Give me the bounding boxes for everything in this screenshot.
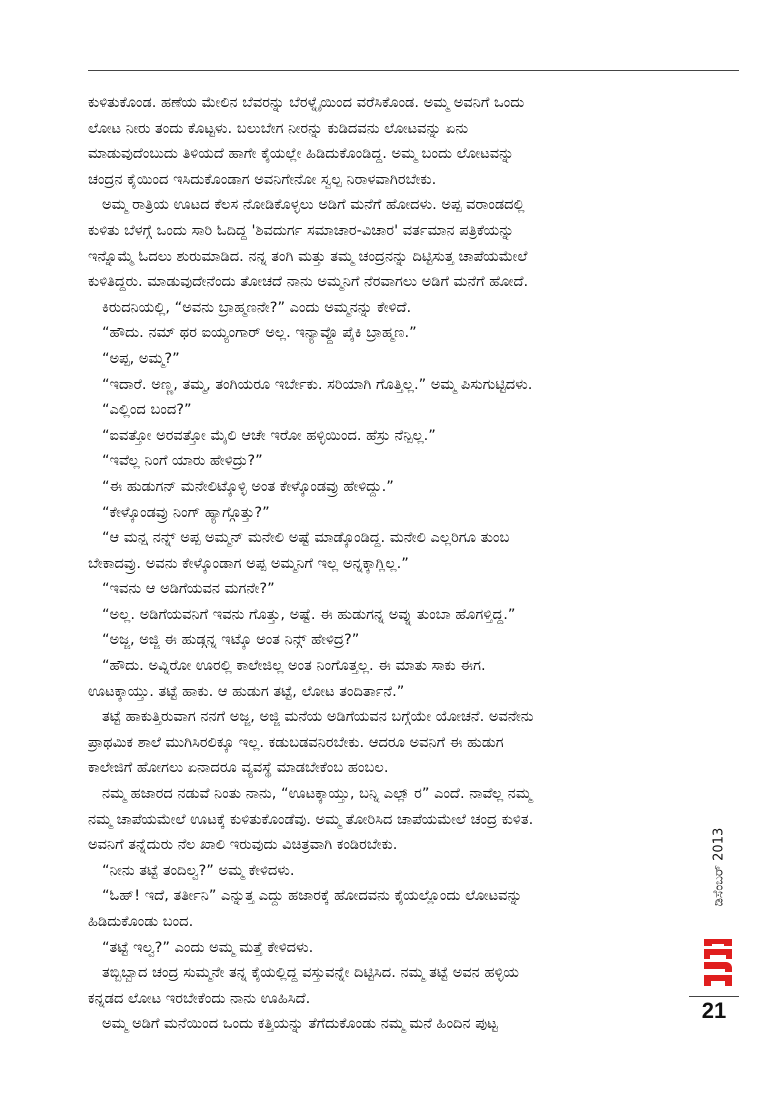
article-line: ಅಮ್ಮ ರಾತ್ರಿಯ ಊಟದ ಕೆಲಸ ನೋಡಿಕೊಳ್ಳಲು ಅಡಿಗೆ ಮನೆಗೆ ಹೋದಳು. ಅಪ್ಪ ವರಾಂಡದಲ್ಲಿ bbox=[102, 196, 525, 214]
article-line: ಹಿಡಿದುಕೊಂಡು ಬಂದ. bbox=[88, 913, 194, 930]
magazine-logo bbox=[698, 935, 738, 990]
article-line: ಕುಳಿತು ಬೆಳಗ್ಗೆ ಒಂದು ಸಾರಿ ಓದಿದ್ದ 'ಶಿವದುರ್ಗ ಸಮಾಚಾರ-ವಿಚಾರ' ವರ್ತಮಾನ ಪತ್ರಿಕೆಯನ್ನು bbox=[88, 221, 514, 239]
article-line: ಕಿರುದನಿಯಲ್ಲಿ, “ಅವನು ಬ್ರಾಹ್ಮಣನೇ?” ಎಂದು ಅಮ್ಮನನ್ನು ಕೇಳಿದೆ. bbox=[102, 298, 412, 316]
article-line: “ನೀನು ತಟ್ಟೆ ತಂದಿಲ್ವ?” ಅಮ್ಮ ಕೇಳಿದಳು. bbox=[102, 861, 295, 879]
article-line: ತಬ್ಬಿಬ್ಬಾದ ಚಂದ್ರ ಸುಮ್ಮನೇ ತನ್ನ ಕೈಯಲ್ಲಿದ್ದ ವಸ್ತುವನ್ನೇ ದಿಟ್ಟಿಸಿದ. ನಮ್ಮ ತಟ್ಟೆ ಅವನ ಹಳ್ಳಿಯ bbox=[102, 964, 520, 982]
article-line: “ಹೌದು. ಅವ್ನಿರೋ ಊರಲ್ಲಿ ಕಾಲೇಜಿಲ್ಲ ಅಂತ ನಿಂಗೊತ್ತಲ್ಲ. ಈ ಮಾತು ಸಾಕು ಈಗ. bbox=[102, 657, 486, 675]
article-line: ಊಟಕ್ಕಾಯ್ತು. ತಟ್ಟೆ ಹಾಕು. ಆ ಹುಡುಗ ತಟ್ಟೆ, ಲೋಟ ತಂದಿರ್ತಾನೆ.” bbox=[88, 682, 405, 700]
article-line: “ಓಹ್! ಇದೆ, ತರ್ತೀನಿ” ಎನ್ನುತ್ತ ಎದ್ದು ಹಜಾರಕ್ಕೆ ಹೋದವನು ಕೈಯಲ್ಲೊಂದು ಲೋಟವನ್ನು bbox=[102, 887, 523, 905]
article-line: ಕನ್ನಡದ ಲೋಟ ಇರಬೇಕೆಂದು ನಾನು ಊಹಿಸಿದೆ. bbox=[88, 989, 311, 1007]
article-line: ಬೇಕಾದವ್ರು. ಅವನು ಕೇಳ್ಕೊಂಡಾಗ ಅಪ್ಪ ಅಮ್ಮನಿಗೆ ಇಲ್ಲ ಅನ್ನಕ್ಕಾಗ್ಲಿಲ್ಲ.” bbox=[88, 554, 409, 572]
article-line: ಅವನಿಗೆ ತನ್ನೆದುರು ನೆಲ ಖಾಲಿ ಇರುವುದು ವಿಚಿತ್ರವಾಗಿ ಕಂಡಿರಬೇಕು. bbox=[88, 836, 398, 854]
logo-glyphs bbox=[704, 939, 732, 986]
article-body bbox=[88, 90, 690, 1037]
page-number: 21 bbox=[701, 998, 727, 1023]
article-line: ಅಮ್ಮ ಅಡಿಗೆ ಮನೆಯಿಂದ ಒಂದು ಕತ್ತಿಯನ್ನು ತೆಗೆದುಕೊಂಡು ನಮ್ಮ ಮನೆ ಹಿಂದಿನ ಪುಟ್ಟ bbox=[102, 1015, 498, 1033]
article-line: “ಅಪ್ಪ, ಅಮ್ಮ?” bbox=[102, 349, 180, 367]
issue-date bbox=[709, 807, 729, 927]
article-line: “ಇವೆಲ್ಲ ನಿಂಗೆ ಯಾರು ಹೇಳಿದ್ರು?” bbox=[102, 452, 263, 470]
article-line: “ಐವತ್ತೋ ಅರವತ್ತೋ ಮೈಲಿ ಆಚೇ ಇರೋ ಹಳ್ಳಿಯಿಂದ. ಹೆಸ್ರು ನೆನ್ಪಿಲ್ಲ.” bbox=[102, 426, 436, 444]
article-line: “ಎಲ್ಲಿಂದ ಬಂದ?” bbox=[102, 401, 192, 419]
footer-rule bbox=[689, 996, 739, 997]
article-line: ನಮ್ಮ ಚಾಪೆಯಮೇಲೆ ಊಟಕ್ಕೆ ಕುಳಿತುಕೊಂಡೆವು. ಅಮ್ಮ ತೋರಿಸಿದ ಚಾಪೆಯಮೇಲೆ ಚಂದ್ರ ಕುಳಿತ. bbox=[88, 810, 534, 828]
article-line: ಚಂದ್ರನ ಕೈಯಿಂದ ಇಸಿದುಕೊಂಡಾಗ ಅವನಿಗೇನೋ ಸ್ವಲ್ಪ ನಿರಾಳವಾಗಿರಬೇಕು. bbox=[88, 170, 437, 188]
article-line: ಲೋಟ ನೀರು ತಂದು ಕೊಟ್ಟಳು. ಬಲುಬೇಗ ನೀರನ್ನು ಕುಡಿದವನು ಲೋಟವನ್ನು ಏನು bbox=[88, 119, 469, 137]
article-line: “ಅಜ್ಜ, ಅಜ್ಜಿ ಈ ಹುಡ್ಗನ್ನ ಇಟ್ಕೊ ಅಂತ ನಿನ್ಗ್ ಹೇಳಿದ್ರ?” bbox=[102, 631, 360, 649]
article-line: “ಇದಾರೆ. ಅಣ್ಣ, ತಮ್ಮ, ತಂಗಿಯರೂ ಇರ್ಬೇಕು. ಸರಿಯಾಗಿ ಗೊತ್ತಿಲ್ಲ.” ಅಮ್ಮ ಪಿಸುಗುಟ್ಟಿದಳು. bbox=[102, 375, 533, 393]
article-line: ಕಾಲೇಜಿಗೆ ಹೋಗಲು ಏನಾದರೂ ವ್ಯವಸ್ಥೆ ಮಾಡಬೇಕೆಂಬ ಹಂಬಲ. bbox=[88, 759, 389, 777]
article-line: “ಅಲ್ಲ. ಅಡಿಗೆಯವನಿಗೆ ಇವನು ಗೊತ್ತು, ಅಷ್ಟೆ. ಈ ಹುಡುಗನ್ನ ಅವ್ನು ತುಂಬಾ ಹೊಗಳ್ತಿದ್ದ.” bbox=[102, 605, 516, 623]
article-line: “ಈ ಹುಡುಗನ್ ಮನೇಲಿಟ್ಕೊಳ್ಳಿ ಅಂತ ಕೇಳ್ಕೊಂಡವ್ರು ಹೇಳಿದ್ದು.” bbox=[102, 477, 394, 495]
article-line: “ಕೇಳ್ಕೊಂಡವ್ರು ನಿಂಗ್ ಹ್ಯಾಗ್ಗೊತ್ತು?” bbox=[102, 503, 270, 521]
article-line: ನಮ್ಮ ಹಜಾರದ ನಡುವೆ ನಿಂತು ನಾನು, “ಊಟಕ್ಕಾಯ್ತು, ಬನ್ನಿ ಎಲ್ಲಾ್ರ” ಎಂದೆ. ನಾವೆಲ್ಲ ನಮ್ಮ bbox=[102, 785, 532, 803]
header-rule bbox=[88, 70, 739, 71]
article-line: ಕುಳಿತುಕೊಂಡ. ಹಣೆಯ ಮೇಲಿನ ಬೆವರನ್ನು ಬೆರಳ್ನೈಯಿಂದ ವರೆಸಿಕೊಂಡ. ಅಮ್ಮ ಅವನಿಗೆ ಒಂದು bbox=[88, 94, 525, 111]
article-line: “ಆ ಮನ್ಷ ನನ್ನ್ ಅಪ್ಪ ಅಮ್ಮನ್ ಮನೇಲಿ ಅಷ್ಟೆ ಮಾಡ್ಕೊಂಡಿದ್ದ. ಮನೇಲಿ ಎಲ್ಲರಿಗೂ ತುಂಬ bbox=[102, 529, 510, 547]
article-line: “ಇವನು ಆ ಅಡಿಗೆಯವನ ಮಗನೇ?” bbox=[102, 580, 275, 598]
article-line: ಇನ್ನೊಮ್ಮೆ ಓದಲು ಶುರುಮಾಡಿದ. ನನ್ನ ತಂಗಿ ಮತ್ತು ತಮ್ಮ ಚಂದ್ರನನ್ನು ದಿಟ್ಟಿಸುತ್ತ ಚಾಪೆಯಮೇಲೆ bbox=[88, 247, 528, 265]
article-line: “ಹೌದು. ನಮ್ ಥರ ಐಯ್ಯಂಗಾರ್ ಅಲ್ಲ. ಇನ್ಯಾವ್ದೊ ಪೈಕಿ ಬ್ರಾಹ್ಮಣ.” bbox=[102, 324, 417, 342]
article-line: “ತಟ್ಟೆ ಇಲ್ವ?” ಎಂದು ಅಮ್ಮ ಮತ್ತೆ ಕೇಳಿದಳು. bbox=[102, 938, 314, 956]
article-line: ಪ್ರಾಥಮಿಕ ಶಾಲೆ ಮುಗಿಸಿರಲಿಕ್ಕೂ ಇಲ್ಲ. ಕಡುಬಡವನಿರಬೇಕು. ಆದರೂ ಅವನಿಗೆ ಈ ಹುಡುಗ bbox=[88, 733, 504, 751]
article-line: ಮಾಡುವುದೆಂಬುದು ತಿಳಿಯದೆ ಹಾಗೇ ಕೈಯಲ್ಲೇ ಹಿಡಿದುಕೊಂಡಿದ್ದ. ಅಮ್ಮ ಬಂದು ಲೋಟವನ್ನು bbox=[88, 145, 514, 163]
article-line: ಕುಳಿತಿದ್ದರು. ಮಾಡುವುದೇನೆಂದು ತೋಚದೆ ನಾನು ಅಮ್ಮನಿಗೆ ನೆರವಾಗಲು ಅಡಿಗೆ ಮನೆಗೆ ಹೋದೆ. bbox=[88, 273, 529, 291]
issue-date-label: ಡಿಸೆಂಬರ್ 2013 bbox=[711, 827, 727, 907]
article-line: ತಟ್ಟೆ ಹಾಕುತ್ತಿರುವಾಗ ನನಗೆ ಅಜ್ಜ, ಅಜ್ಜಿ ಮನೆಯ ಅಡಿಗೆಯವನ ಬಗ್ಗೆಯೇ ಯೋಚನೆ. ಅವನೇನು bbox=[102, 708, 534, 726]
